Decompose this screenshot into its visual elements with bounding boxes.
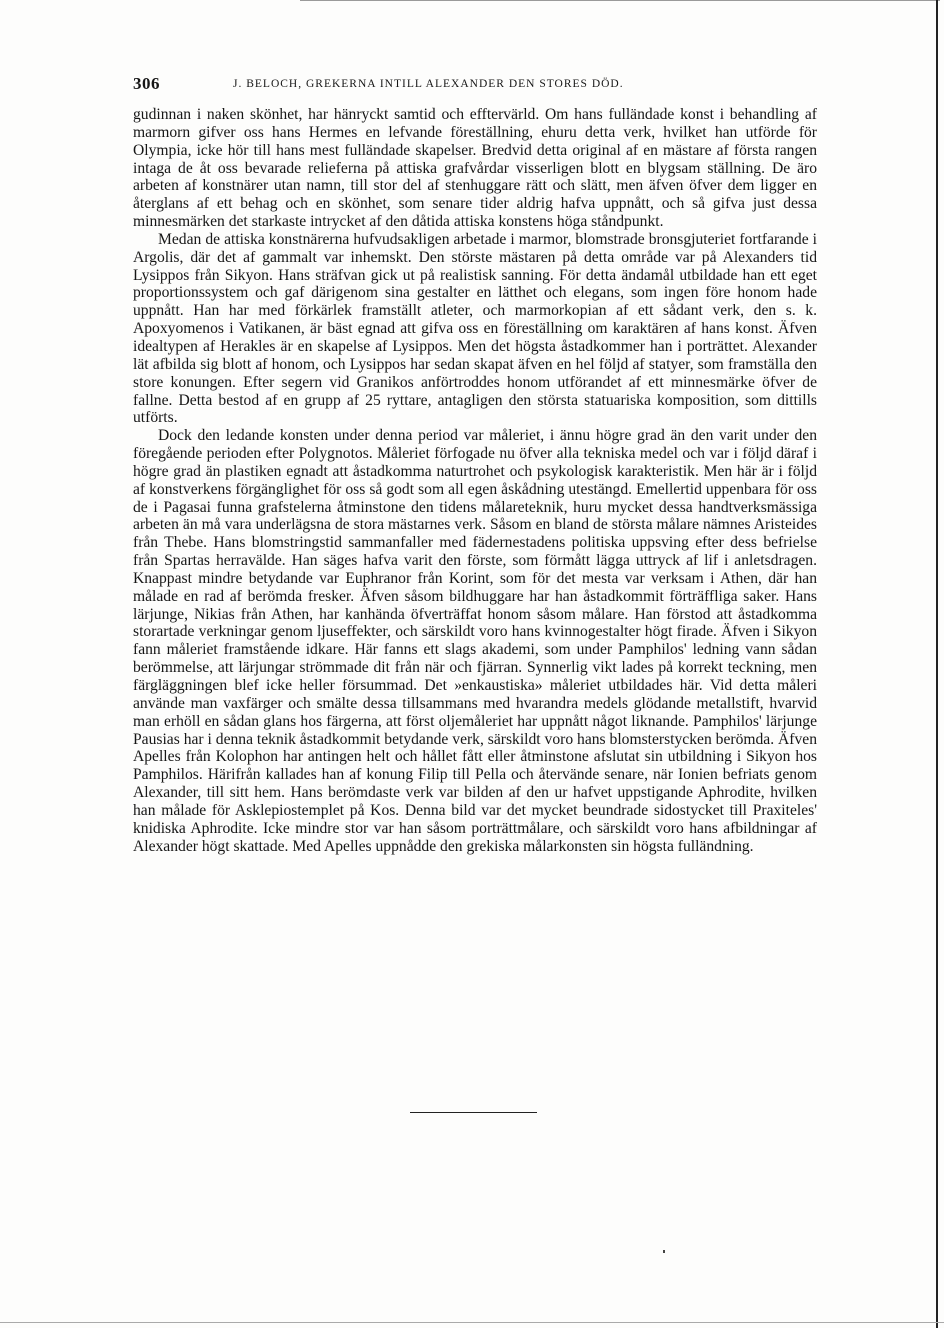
- body-text: [133, 106, 817, 855]
- print-speck: [663, 1250, 665, 1253]
- page-number: 306: [133, 74, 160, 93]
- end-rule: [410, 1112, 537, 1113]
- paragraph-3: Dock den ledande konsten under denna period var måleriet, i ännu högre grad än den varit under den föregående perioden efter Polygnotos. Måleriet förfogade nu öfver alla tekniska medel och var i följd däraf i högre grad än plastiken egnadt att åstadkomma naturtrohet och psykologisk karakteristik. Men här är i följd af konstverkens förgänglighet för oss så godt som all egen åskådning utestängd. Emellertid uppenbara för oss de i Pagasai funna grafstelerna åtminstone den tidens målareteknik, huru mycket dessa handtverksmässiga arbeten än må vara underlägsna de stora mästarnes verk. Såsom en bland de största målare nämnes Aristeides från Thebe. Hans blomstringstid sammanfaller med fädernestadens politiska uppsving efter dess befrielse från Spartas herravälde. Han säges hafva varit den förste, som förmått lägga uttryck af lif i anletsdragen. Knappast mindre betydande var Euphranor från Korint, som för det mesta var verksam i Athen, där han målade en rad af berömda fresker. Äfven såsom bildhuggare har han åstadkommit förträffliga saker. Hans lärjunge, Nikias från Athen, har kanhända öfverträffat honom såsom målare. Han förstod att åstadkomma storartade verkningar genom ljuseffekter, och särskildt voro hans kvinnogestalter högt firade. Äfven i Sikyon fann måleriet framstående idkare. Här fanns ett slags akademi, som under Pamphilos' ledning vann sådan berömmelse, att lärjungar strömmade dit från när och fjärran. Synnerlig vikt lades på korrekt teckning, men färgläggningen blef icke heller försummad. Det »enkaustiska» måleriet utbildades här. Vid detta måleri använde man vaxfärger och smälte dessa tillsammans med hvarandra medels glödande metallstift, hvarvid man erhöll en sådan glans hos färgerna, att först oljemåleriet har uppnått något liknande. Pamphilos' lärjunge Pausias har i denna teknik åstadkommit betydande verk, särskildt voro hans blomsterstycken berömda. Äfven Apelles från Kolophon har antingen helt och hållet fått eller åtminstone afslutat sin utbildning i Sikyon hos Pamphilos. Härifrån kallades han af konung Filip till Pella och återvände senare, när Ionien befriats genom Alexander, till sitt hem. Hans berömdaste verk var bilden af den ur hafvet uppstigande Aphrodite, hvilken han målade för Asklepiostemplet på Kos. Denna bild var det mycket beundrade sidostycket till Praxiteles' knidiska Aphrodite. Icke mindre stor var han såsom porträttmålare, och särskildt voro hans afbildningar af Alexander högt skattade. Med Apelles uppnådde den grekiska målarkonsten sin högsta fulländning.: [133, 427, 817, 855]
- paragraph-1: gudinnan i naken skönhet, har hänryckt samtid och efftervärld. Om hans fulländade konst i behandling af marmorn gifver oss hans Hermes en lefvande föreställning, ehuru detta verk, hvilket han utförde för Olympia, icke hör till hans mest fulländade skapelser. Bredvid detta original af en mästare af första rangen intaga de åt oss bevarade relieferna på attiska grafvårdar visserligen blott en blygsam ställning. De äro arbeten af konstnärer utan namn, till stor del af stenhuggare rätt och slätt, men äfven öfver dem ligger en återglans af ett behag och en skönhet, som senare tider aldrig hafva uppnått, och så gifva just dessa minnesmärken det starkaste intrycket af den dåtida attiska konstens höga ståndpunkt.: [133, 106, 817, 231]
- page-header: [133, 74, 817, 98]
- bottom-page-edge: [0, 1322, 944, 1323]
- top-page-edge: [300, 0, 940, 1]
- running-head: J. BELOCH, GREKERNA INTILL ALEXANDER DEN STORES DÖD.: [233, 78, 624, 90]
- paragraph-2: Medan de attiska konstnärerna hufvudsakligen arbetade i marmor, blomstrade bronsgjuteriet fortfarande i Argolis, där det af gammalt var inhemskt. Den störste mästaren på detta område var på Alexanders tid Lysippos från Sikyon. Hans sträfvan gick ut på realistisk sanning. För detta ändamål utbildade han ett eget proportionssystem och gaf därigenom sina gestalter en lätthet och elegans, som ingen före honom hade uppnått. Han har med förkärlek framställt atleter, och marmorkopian af ett sådant verk, den s. k. Apoxyomenos i Vatikanen, är bäst egnad att gifva oss en föreställning om karaktären af hans konst. Äfven idealtypen af Herakles är en skapelse af Lysippos. Men det högsta åstadkommer han i porträttet. Alexander lät afbilda sig blott af honom, och Lysippos har sedan skapat äfven en hel följd af statyer, som framställa den store konungen. Efter segern vid Granikos anförtroddes honom utförandet af ett minnesmärke öfver de fallne. Detta bestod af en grupp af 25 ryttare, antagligen den största statuariska komposition, som dittills utförts.: [133, 230, 817, 427]
- right-page-edge: [936, 0, 938, 1328]
